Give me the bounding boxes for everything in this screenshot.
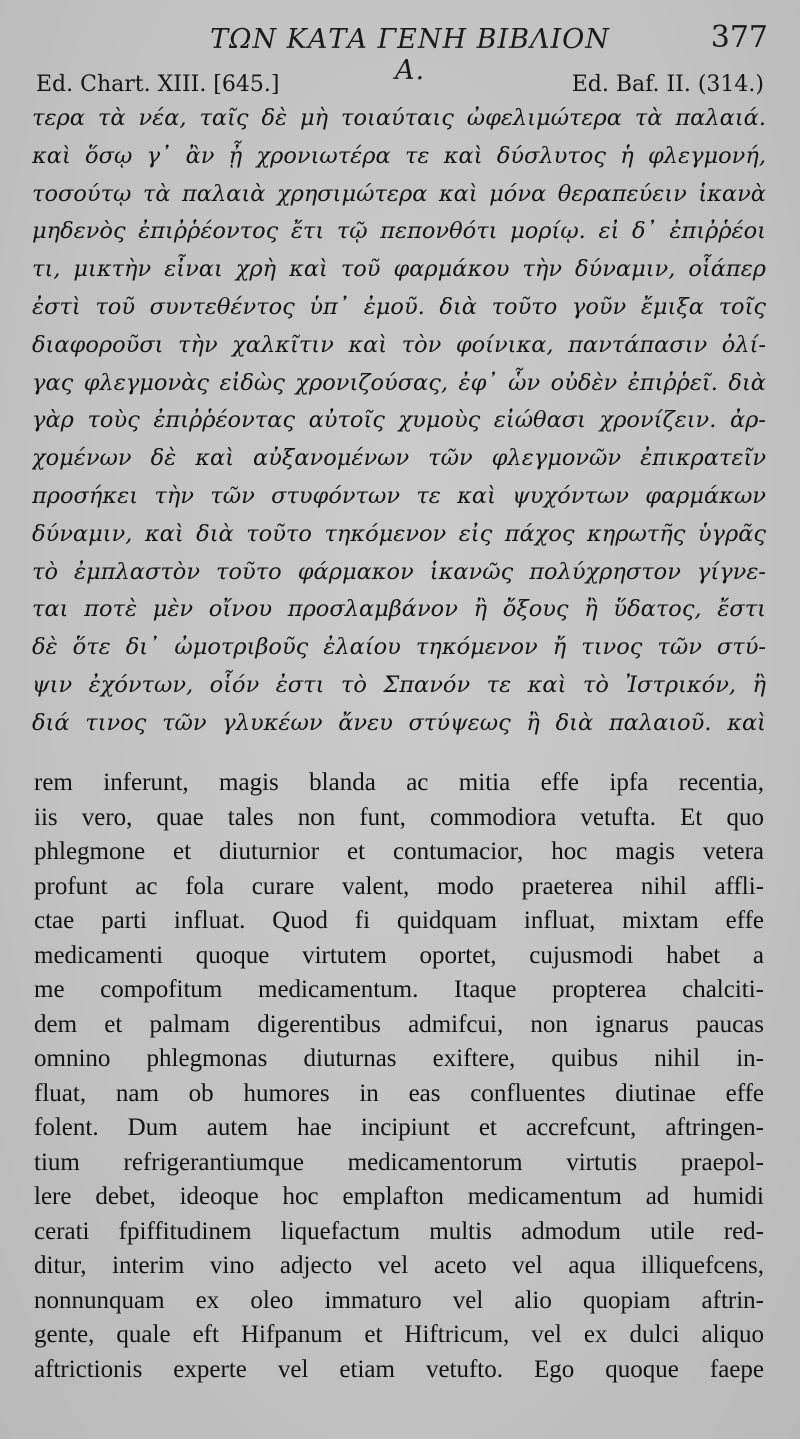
latin-text-block	[34, 766, 764, 1387]
greek-line: ται ποτὲ μὲν οἴνου προσλαμβάνον ἢ ὄξους ἢ ὕδατος, ἔστι	[32, 596, 766, 623]
latin-line: lere debet, ideoque hoc emplafton medicamentum ad humidi	[34, 1183, 764, 1210]
latin-line: phlegmone et diuturnior et contumacior, hoc magis vetera	[34, 838, 764, 865]
latin-line: ctae parti influat. Quod fi quidquam influat, mixtam effe	[34, 907, 764, 934]
running-head: ΤΩΝ ΚΑΤΑ ΓΕΝΗ ΒΙΒΛΙΟΝ Α.	[210, 24, 610, 86]
latin-line: dem et palmam digerentibus admifcui, non ignarus paucas	[34, 1010, 764, 1038]
greek-line: τοσούτῳ τὰ παλαιὰ χρησιμώτερα καὶ μόνα θεραπεύειν ἱκανὰ	[32, 180, 766, 207]
latin-line: folent. Dum autem hae incipiunt et accrefcunt, aftringen-	[34, 1114, 764, 1141]
page-number: 377	[710, 20, 768, 55]
greek-line: ἐστὶ τοῦ συντεθέντος ὑπ᾽ ἐμοῦ. διὰ τοῦτο γοῦν ἔμιξα τοῖς	[32, 293, 766, 320]
greek-line: δύναμιν, καὶ διὰ τοῦτο τηκόμενον εἰς πάχος κηρωτῆς ὑγρᾶς	[32, 520, 766, 547]
greek-line: τὸ ἐμπλαστὸν τοῦτο φάρμακον ἱκανῶς πολύχρηστον γίγνε-	[32, 558, 766, 585]
latin-line: cerati fpiffitudinem liquefactum multis admodum utile red-	[34, 1217, 764, 1245]
latin-line: tium refrigerantiumque medicamentorum virtutis praepol-	[34, 1148, 764, 1176]
greek-line: μηδενὸς ἐπιῤῥέοντος ἔτι τῷ πεπονθότι μορίῳ. εἰ δ᾽ ἐπιῤῥέοι	[32, 218, 766, 245]
latin-line: fluat, nam ob humores in eas confluentes diutinae effe	[34, 1079, 764, 1107]
greek-line: γας φλεγμονὰς εἰδὼς χρονιζούσας, ἐφ᾽ ὧν οὐδὲν ἐπιῤῥεῖ. διὰ	[32, 369, 766, 396]
latin-line: iis vero, quae tales non funt, commodiora vetufta. Et quo	[34, 803, 764, 831]
greek-line: τερα τὰ νέα, ταῖς δὲ μὴ τοιαύταις ὠφελιμώτερα τὰ παλαιά.	[32, 105, 766, 131]
latin-line: me compofitum medicamentum. Itaque propterea chalciti-	[34, 976, 764, 1003]
latin-line: rem inferunt, magis blanda ac mitia effe ipfa recentia,	[34, 769, 764, 796]
greek-line: δὲ ὅτε δι᾽ ὠμοτριβοῦς ἐλαίου τηκόμενον ἤ τινος τῶν στύ-	[32, 634, 766, 661]
greek-line: ψιν ἐχόντων, οἷόν ἐστι τὸ Σπανόν τε καὶ τὸ Ἰστρικόν, ἢ	[32, 671, 766, 698]
greek-line: διαφοροῦσι τὴν χαλκῖτιν καὶ τὸν φοίνικα, παντάπασιν ὀλί-	[32, 331, 766, 358]
latin-line: medicamenti quoque virtutem oportet, cujusmodi habet a	[34, 941, 764, 969]
greek-line: τι, μικτὴν εἶναι χρὴ καὶ τοῦ φαρμάκου τὴν δύναμιν, οἷάπερ	[32, 256, 766, 283]
latin-line: gente, quale eft Hifpanum et Hiftricum, vel ex dulci aliquo	[34, 1321, 764, 1348]
latin-line: nonnunquam ex oleo immaturo vel alio quopiam aftrin-	[34, 1286, 764, 1314]
edition-reference-right: Ed. Baf. II. (314.)	[571, 72, 764, 97]
latin-line: profunt ac fola curare valent, modo praeterea nihil affli-	[34, 872, 764, 900]
latin-line: omnino phlegmonas diuturnas exiftere, quibus nihil in-	[34, 1045, 764, 1072]
greek-line: προσήκει τὴν τῶν στυφόντων τε καὶ ψυχόντων φαρμάκων	[32, 482, 766, 509]
latin-line: ditur, interim vino adjecto vel aceto vel aqua illiquefcens,	[34, 1252, 764, 1279]
greek-text-block	[32, 100, 766, 743]
greek-line: διά τινος τῶν γλυκέων ἄνευ στύψεως ἢ διὰ παλαιοῦ. καὶ	[32, 709, 766, 736]
greek-line: χομένων δὲ καὶ αὐξανομένων τῶν φλεγμονῶν ἐπικρατεῖν	[32, 445, 766, 472]
greek-line: καὶ ὅσῳ γ᾽ ἂν ᾖ χρονιωτέρα τε καὶ δύσλυτος ἡ φλεγμονή,	[32, 142, 766, 169]
edition-reference-left: Ed. Chart. XIII. [645.]	[36, 72, 280, 97]
greek-line: γὰρ τοὺς ἐπιῤῥέοντας αὐτοῖς χυμοὺς εἰώθασι χρονίζειν. ἀρ-	[32, 407, 766, 434]
latin-line: aftrictionis experte vel etiam vetufto. Ego quoque faepe	[34, 1355, 764, 1383]
